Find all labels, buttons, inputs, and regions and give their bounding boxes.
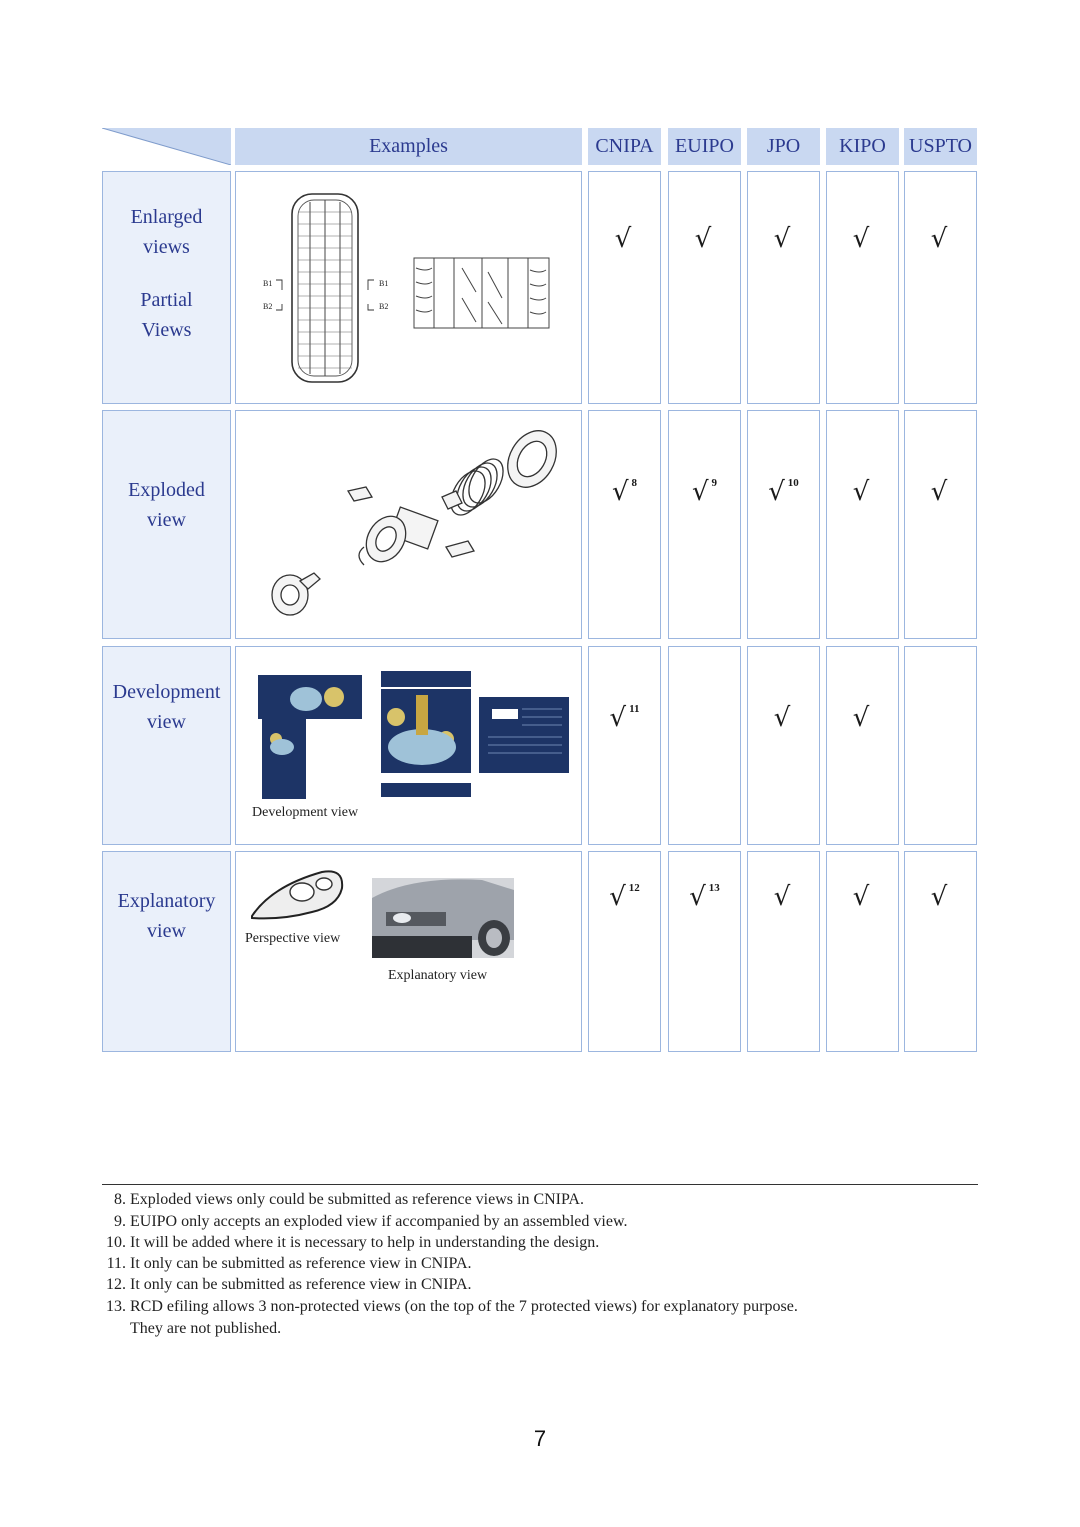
check-mark: √ — [852, 477, 870, 507]
header-kipo: KIPO — [826, 128, 899, 165]
check-cell-cnipa — [588, 410, 661, 639]
check-mark: √ $^{10}$ — [768, 477, 799, 507]
check-mark: √ — [852, 224, 870, 254]
check-cell-euipo — [668, 851, 741, 1052]
label-line: Development — [112, 681, 221, 703]
example-cell-exploded — [235, 410, 582, 639]
tire-label-b1-left: B1 — [263, 279, 273, 288]
check-cell-jpo — [747, 171, 820, 404]
header-examples: Examples — [235, 128, 582, 165]
footnote-item: They are not published. — [130, 1320, 282, 1337]
row-label-explanatory — [102, 851, 231, 1052]
header-euipo: EUIPO — [668, 128, 741, 165]
check-mark: √ — [930, 224, 948, 254]
header-corner-cell — [102, 128, 231, 165]
footnote-item: 10. It will be added where it is necessary to help in understanding the design. — [106, 1234, 600, 1251]
check-mark: √ $^8$ — [611, 477, 638, 507]
row-label-enlarged-partial — [102, 171, 231, 404]
tire-label-b1-right: B1 — [379, 279, 389, 288]
tire-front-view-illustration — [236, 172, 581, 403]
check-cell-uspto — [904, 646, 977, 845]
check-mark: √ $^{12}$ — [609, 882, 640, 912]
check-cell-cnipa — [588, 851, 661, 1052]
check-mark: √ $^{13}$ — [689, 882, 720, 912]
tire-label-b2-left: B2 — [263, 302, 273, 311]
check-cell-cnipa — [588, 171, 661, 404]
header-jpo: JPO — [747, 128, 820, 165]
check-cell-euipo — [668, 410, 741, 639]
label-line: view — [147, 509, 186, 531]
example-cell-development — [235, 646, 582, 845]
footnote-item: 8. Exploded views only could be submitted as reference views in CNIPA. — [114, 1191, 584, 1208]
label-line: views — [143, 236, 190, 258]
check-cell-kipo — [826, 410, 899, 639]
example-cell-tire — [235, 171, 582, 404]
check-cell-uspto — [904, 410, 977, 639]
label-line: Enlarged — [130, 206, 203, 228]
check-mark: √ — [852, 882, 870, 912]
label-line: Views — [141, 319, 192, 341]
page-number: 7 — [533, 1426, 547, 1451]
check-cell-kipo — [826, 171, 899, 404]
label-line: view — [147, 920, 186, 942]
label-line: Partial — [140, 289, 193, 311]
check-cell-cnipa — [588, 646, 661, 845]
check-mark: √ — [614, 224, 632, 254]
headlamp-and-car-illustration — [236, 852, 581, 1051]
caption-perspective-view: Perspective view — [245, 931, 341, 946]
diagonal-corner-shape — [102, 128, 231, 165]
check-mark — [669, 703, 740, 733]
label-line: Exploded — [128, 479, 205, 501]
caption-explanatory-view: Explanatory view — [388, 968, 488, 983]
check-cell-euipo — [668, 171, 741, 404]
row-label-exploded — [102, 410, 231, 639]
footnote-item: 11. It only can be submitted as reference view in CNIPA. — [106, 1255, 472, 1272]
header-cnipa: CNIPA — [588, 128, 661, 165]
footnote-item: 9. EUIPO only accepts an exploded view if accompanied by an assembled view. — [114, 1213, 628, 1230]
exploded-assembly-illustration — [236, 411, 581, 638]
check-cell-euipo — [668, 646, 741, 845]
check-cell-jpo — [747, 851, 820, 1052]
tire-label-b2-right: B2 — [379, 302, 389, 311]
check-mark: √ — [852, 703, 870, 733]
check-mark: √ — [694, 224, 712, 254]
check-mark: √ — [930, 477, 948, 507]
example-cell-explanatory — [235, 851, 582, 1052]
check-mark: √ — [930, 882, 948, 912]
check-mark: √ — [773, 224, 791, 254]
caption-development-view: Development view — [252, 805, 359, 820]
check-mark — [905, 703, 976, 733]
check-cell-uspto — [904, 851, 977, 1052]
check-cell-uspto — [904, 171, 977, 404]
check-cell-jpo — [747, 646, 820, 845]
label-line: Explanatory — [117, 890, 216, 912]
header-uspto: USPTO — [904, 128, 977, 165]
label-line: view — [147, 711, 186, 733]
check-mark: √ $^{11}$ — [609, 703, 640, 733]
check-cell-jpo — [747, 410, 820, 639]
footnote-item: 13. RCD efiling allows 3 non-protected views (on the top of the 7 protected views) for explanatory purpose. — [106, 1298, 798, 1315]
footnotes-divider — [102, 1184, 978, 1185]
check-mark: √ $^9$ — [691, 477, 718, 507]
check-mark: √ — [773, 703, 791, 733]
check-cell-kipo — [826, 851, 899, 1052]
footnote-item: 12. It only can be submitted as reference view in CNIPA. — [106, 1276, 472, 1293]
check-cell-kipo — [826, 646, 899, 845]
check-mark: √ — [773, 882, 791, 912]
row-label-development — [102, 646, 231, 845]
